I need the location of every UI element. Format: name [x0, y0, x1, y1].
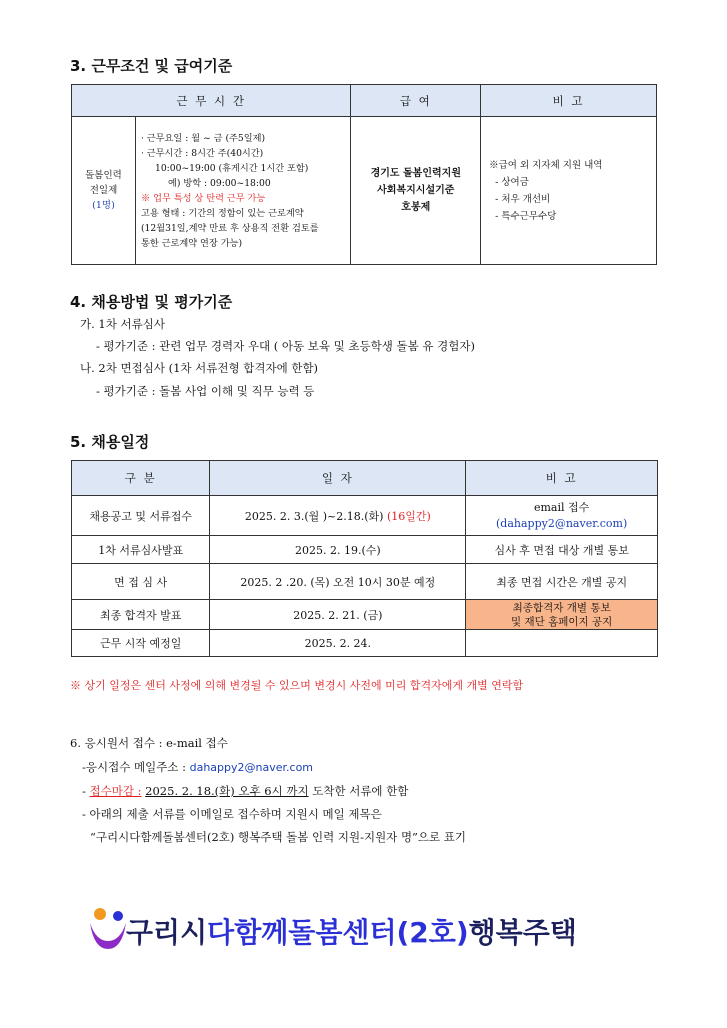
- date-duration: (16일간): [386, 509, 431, 523]
- row-note-highlight: [466, 600, 658, 630]
- sched-header-note: 비 고: [466, 461, 658, 496]
- note-final-2: 및 재단 홈페이지 공지: [510, 615, 613, 628]
- eval-criteria-1: - 평가기준 : 관련 업무 경력자 우대 ( 아동 보육 및 초등학생 돌봄 유 경험자): [96, 339, 475, 353]
- section5-title: 5. 채용일정: [70, 433, 150, 451]
- logo-text: [126, 911, 577, 951]
- col-header-hours: 근 무 시 간: [72, 85, 351, 117]
- sched-header-category: 구 분: [72, 461, 210, 496]
- row-date: [210, 496, 466, 536]
- email-subject-format: “구리시다함께돌봄센터(2호) 행복주택 돌봄 인력 지원-지원자 명”으로 표기: [90, 830, 467, 844]
- work-hours: · 근무시간 : 8시간 주(40시간): [140, 147, 264, 159]
- row-label: 면 접 심 사: [72, 564, 210, 600]
- deadline-line: [82, 783, 408, 799]
- eval-criteria-2: - 평가기준 : 돌봄 사업 이해 및 직무 능력 등: [96, 384, 315, 398]
- section6-title: 6. 응시원서 접수 : e-mail 접수: [70, 736, 228, 750]
- logo-symbol-icon: [86, 905, 130, 955]
- email-label: -응시접수 메일주소 :: [82, 760, 186, 774]
- col-header-salary: 급 여: [351, 85, 481, 117]
- work-days: · 근무요일 : 월 ~ 금 (주5일제): [140, 132, 266, 144]
- logo-city: 구리시: [126, 916, 208, 949]
- table-row: [72, 536, 658, 564]
- work-hours-cell: [135, 117, 351, 265]
- date-text: 2025. 2. 3.(월 )~2.18.(화): [244, 509, 384, 523]
- deadline-value: 2025. 2. 18.(화) 오후 6시 까지: [145, 784, 309, 798]
- contract-note-1: (12월31일,계약 만료 후 상용직 전환 검토를: [140, 222, 319, 234]
- table-row: [72, 600, 658, 630]
- table-row: [72, 630, 658, 657]
- salary-cell: [351, 117, 481, 265]
- note-line-3: - 처우 개선비: [495, 193, 551, 205]
- schedule-notice: ※ 상기 일정은 센터 사정에 의해 변경될 수 있으며 변경시 사전에 미리 합격자에게 개별 연락함: [70, 679, 524, 692]
- position-count: (1명): [92, 200, 115, 211]
- row-date: 2025. 2 .20. (목) 오전 10시 30분 예정: [210, 564, 466, 600]
- logo-center-name: 다함께돌봄센터(2호): [207, 916, 469, 949]
- email-address[interactable]: dahappy2@naver.com: [189, 761, 314, 774]
- eval-step-2: 나. 2차 면접심사 (1차 서류전형 합격자에 한함): [80, 361, 319, 375]
- email-line: [82, 759, 313, 775]
- salary-line-2: 사회복지시설기준: [377, 185, 455, 196]
- logo-housing: 행복주택: [468, 916, 577, 949]
- table-row: [72, 496, 658, 536]
- flex-work-note: ※ 업무 특성 상 탄력 근무 가능: [140, 192, 266, 204]
- schedule-table: [71, 460, 658, 657]
- deadline-suffix: 도착한 서류에 한함: [312, 784, 409, 798]
- note-email-address: (dahappy2@naver.com): [496, 516, 628, 530]
- employment-type: 고용 형태 : 기간의 정함이 있는 근로계약: [140, 207, 304, 219]
- row-date: 2025. 2. 24.: [210, 630, 466, 657]
- vacation-time: 예) 방학 : 09:00~18:00: [167, 177, 271, 189]
- sched-header-date: 일 자: [210, 461, 466, 496]
- row-label: 최종 합격자 발표: [72, 600, 210, 630]
- note-final-1: 최종합격자 개별 통보: [512, 601, 611, 614]
- salary-line-3: 호봉제: [401, 202, 431, 213]
- work-time: 10:00~19:00 (휴게시간 1시간 포함): [154, 162, 309, 174]
- row-date: 2025. 2. 21. (금): [210, 600, 466, 630]
- salary-line-1: 경기도 돌봄인력지원: [370, 168, 461, 179]
- deadline-prefix: -: [82, 784, 90, 798]
- submission-note: - 아래의 제출 서류를 이메일로 접수하며 지원시 메일 제목은: [82, 807, 382, 821]
- row-note: [466, 496, 658, 536]
- row-note-empty: [466, 630, 658, 657]
- note-line-2: - 상여금: [495, 176, 529, 188]
- row-note: 심사 후 면접 대상 개별 통보: [466, 536, 658, 564]
- row-label: 1차 서류심사발표: [72, 536, 210, 564]
- note-email-label: email 접수: [533, 500, 590, 514]
- contract-note-2: 통한 근로계약 연장 가능): [140, 237, 243, 249]
- section3-title: 3. 근무조건 및 급여기준: [70, 57, 233, 75]
- table-row: [72, 564, 658, 600]
- note-line-1: ※급여 외 지자체 지원 내역: [489, 159, 603, 171]
- deadline-label: 접수마감 :: [89, 784, 142, 798]
- note-cell: [481, 117, 657, 265]
- work-conditions-table: [71, 84, 657, 265]
- eval-step-1: 가. 1차 서류심사: [80, 317, 165, 331]
- row-date: 2025. 2. 19.(수): [210, 536, 466, 564]
- position-label: 돌봄인력: [85, 170, 122, 181]
- row-label: 근무 시작 예정일: [72, 630, 210, 657]
- note-line-4: - 특수근무수당: [495, 210, 557, 222]
- position-cell: [72, 117, 136, 265]
- row-label: 채용공고 및 서류접수: [72, 496, 210, 536]
- position-type: 전일제: [89, 185, 118, 196]
- section4-title: 4. 채용방법 및 평가기준: [70, 293, 233, 311]
- col-header-note: 비 고: [481, 85, 657, 117]
- row-note: 최종 면접 시간은 개별 공지: [466, 564, 658, 600]
